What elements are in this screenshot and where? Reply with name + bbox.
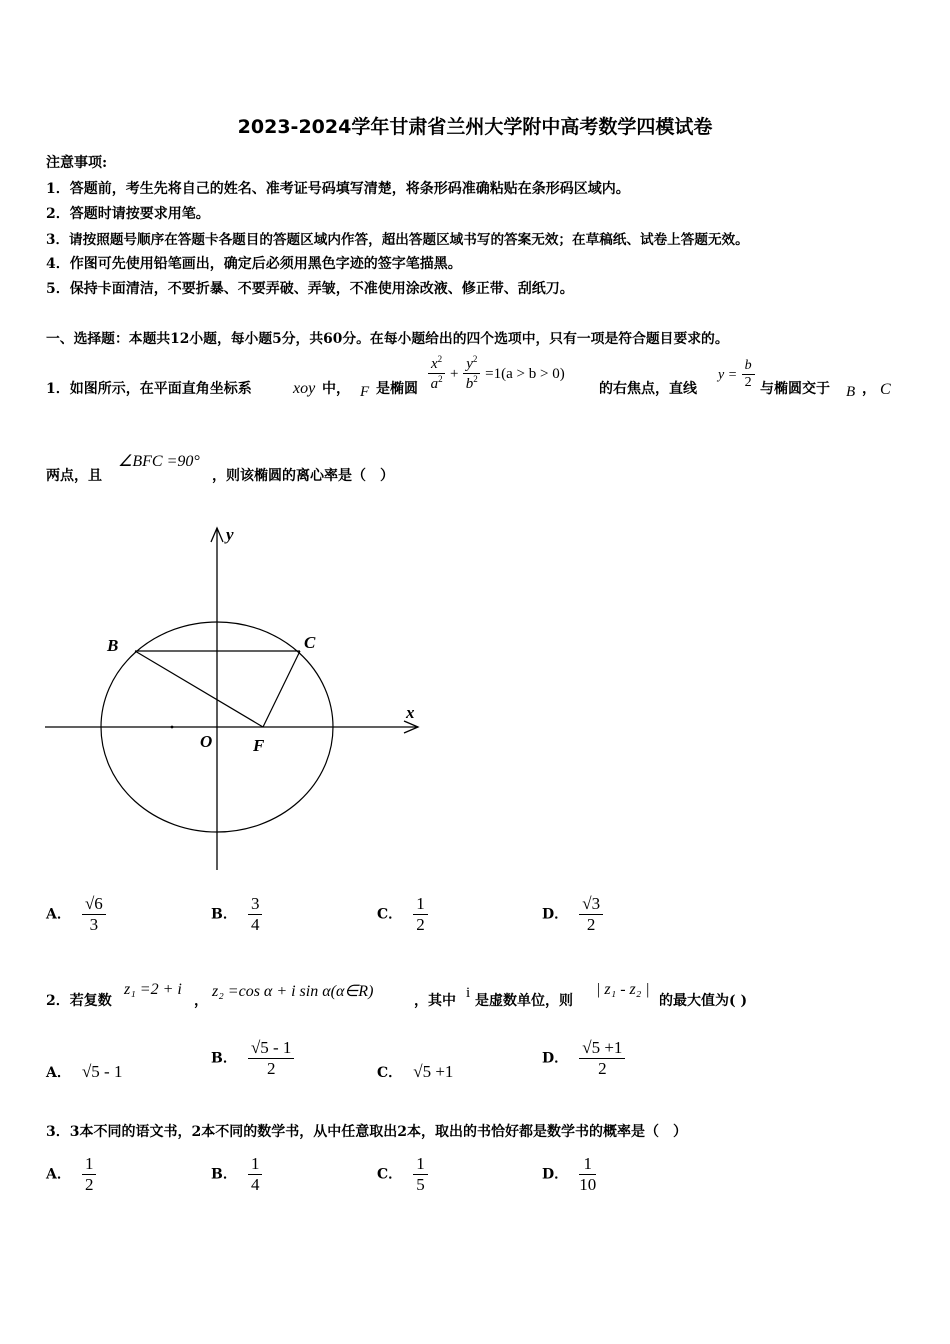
option-num: 1 <box>82 1154 97 1175</box>
option-num: √3 <box>579 894 603 915</box>
q2-z1: z₁ =2 + i <box>124 981 182 998</box>
option-den: 4 <box>250 1174 260 1194</box>
q2-option-a[interactable] <box>46 1062 122 1082</box>
q1-xoy: xoy <box>293 380 316 397</box>
q1-text-7: ，则该椭圆的离心率是（ ） <box>212 468 394 484</box>
label-C: C <box>304 633 316 652</box>
q1-text-3: 是椭圆 <box>376 381 418 397</box>
q2-abs: | z₁ - z₂ | <box>596 981 650 998</box>
option-label: A． <box>46 1065 71 1081</box>
eq-b: b <box>465 376 474 393</box>
notice-item: 5．保持卡面清洁，不要折暴、不要弄破、弄皱，不准使用涂改液、修正带、刮纸刀。 <box>46 281 574 297</box>
option-num: √5 - 1 <box>248 1038 295 1059</box>
option-den: 2 <box>586 914 596 934</box>
option-num: √6 <box>82 894 106 915</box>
q1-option-c[interactable] <box>377 894 428 934</box>
line-y: y = <box>718 367 738 383</box>
option-den: 10 <box>579 1174 597 1194</box>
notice-item: 1．答题前，考生先将自己的姓名、准考证号码填写清楚，将条形码准确粘贴在条形码区域内。 <box>46 181 630 197</box>
option-label: C． <box>377 906 403 923</box>
option-den: 5 <box>416 1174 425 1194</box>
q1-option-d[interactable] <box>542 894 603 934</box>
line-2: 2 <box>744 375 752 391</box>
q3-text: 3．3本不同的语文书，2本不同的数学书，从中任意取出2本，取出的书恰好都是数学书的概率是（ ） <box>46 1124 687 1140</box>
label-O: O <box>200 732 213 751</box>
option-label: B． <box>211 1166 237 1183</box>
ellipse-figure <box>40 518 430 878</box>
q1-B: B <box>846 384 856 400</box>
option-label: B． <box>211 906 237 923</box>
option-label: A． <box>46 1166 71 1183</box>
q1-text-1: 1．如图所示，在平面直角坐标系 <box>46 381 252 397</box>
q1-C: C <box>880 381 891 398</box>
q3-option-d[interactable] <box>542 1154 596 1194</box>
q3-option-c[interactable] <box>377 1154 428 1194</box>
notice-item: 3．请按照题号顺序在答题卡各题目的答题区域内作答，超出答题区域书写的答案无效；在草稿纸、试卷上答题无效。 <box>46 232 749 248</box>
q2-text-2: ，其中 <box>414 993 456 1009</box>
segment-CF <box>263 651 300 727</box>
option-num: 3 <box>248 894 263 915</box>
option-label: C． <box>377 1166 403 1183</box>
label-x: x <box>406 703 415 722</box>
q1-text-5: 与椭圆交于 <box>760 381 830 397</box>
option-den: 2 <box>416 914 425 934</box>
q2-option-b[interactable] <box>211 1038 294 1078</box>
option-value: √5 - 1 <box>81 1062 123 1081</box>
segment-BF <box>135 651 263 727</box>
option-den: 4 <box>250 914 260 934</box>
notice-item: 4．作图可先使用铅笔画出，确定后必须用黑色字迹的签字笔描黑。 <box>46 256 462 272</box>
q2-z2: z₂ =cos α + i sin α(α∈R) <box>212 983 374 1000</box>
option-label: B． <box>211 1050 237 1067</box>
q2-text-4: 的最大值为( ) <box>659 993 748 1009</box>
option-value: √5 +1 <box>413 1062 454 1081</box>
option-num: √5 +1 <box>579 1038 625 1059</box>
option-num: 1 <box>413 1154 428 1175</box>
option-den: 2 <box>598 1058 607 1078</box>
option-label: D． <box>542 906 569 923</box>
q2-option-d[interactable] <box>542 1038 625 1078</box>
option-num: 1 <box>248 1154 263 1175</box>
page-title: 2023-2024学年甘肃省兰州大学附中高考数学四模试卷 <box>237 116 713 138</box>
q1-option-a[interactable] <box>46 894 106 934</box>
section-heading: 一、选择题：本题共12小题，每小题5分，共60分。在每小题给出的四个选项中，只有一项是符合题目要求的。 <box>46 331 729 347</box>
q3-option-b[interactable] <box>211 1154 262 1194</box>
option-label: C． <box>377 1065 403 1081</box>
option-label: A． <box>46 906 71 923</box>
q2-sep: ， <box>194 993 208 1009</box>
label-F: F <box>253 736 265 755</box>
left-focus-dot <box>171 726 174 729</box>
label-B: B <box>107 636 119 655</box>
q1-angle: ∠BFC =90° <box>118 453 200 470</box>
q2-text-3: 是虚数单位，则 <box>475 993 573 1009</box>
q2-option-c[interactable] <box>377 1062 453 1082</box>
line-b: b <box>742 358 755 375</box>
eq-tail: =1(a > b > 0) <box>485 365 565 382</box>
q1-F: F <box>360 384 370 400</box>
notice-heading: 注意事项: <box>46 155 108 171</box>
q1-text-4: 的右焦点，直线 <box>599 381 697 397</box>
q3-option-a[interactable] <box>46 1154 96 1194</box>
label-y: y <box>226 525 234 544</box>
line-equation <box>718 358 755 391</box>
q2-i: i <box>466 985 471 1001</box>
option-label: D． <box>542 1050 569 1067</box>
q2-text-1: 2．若复数 <box>46 993 112 1009</box>
notice-item: 2．答题时请按要求用笔。 <box>46 206 210 222</box>
option-label: D． <box>542 1166 569 1183</box>
eq-a: a <box>430 376 439 393</box>
option-den: 2 <box>84 1174 94 1194</box>
eq-y: y <box>466 356 473 372</box>
ellipse-equation: $\frac{x^2}{a^2}$ + $\frac{y^2}{b^2}$ =1(a > b > 0) <box>428 354 565 394</box>
q1-comma: ， <box>862 381 876 397</box>
q1-text-2: 中， <box>322 381 350 397</box>
option-den: 2 <box>266 1058 276 1078</box>
option-num: 1 <box>579 1154 596 1175</box>
q1-text-6: 两点，且 <box>46 468 102 484</box>
eq-x: x <box>431 356 438 372</box>
q1-option-b[interactable] <box>211 894 262 934</box>
option-num: 1 <box>413 894 428 915</box>
option-den: 3 <box>89 914 99 934</box>
